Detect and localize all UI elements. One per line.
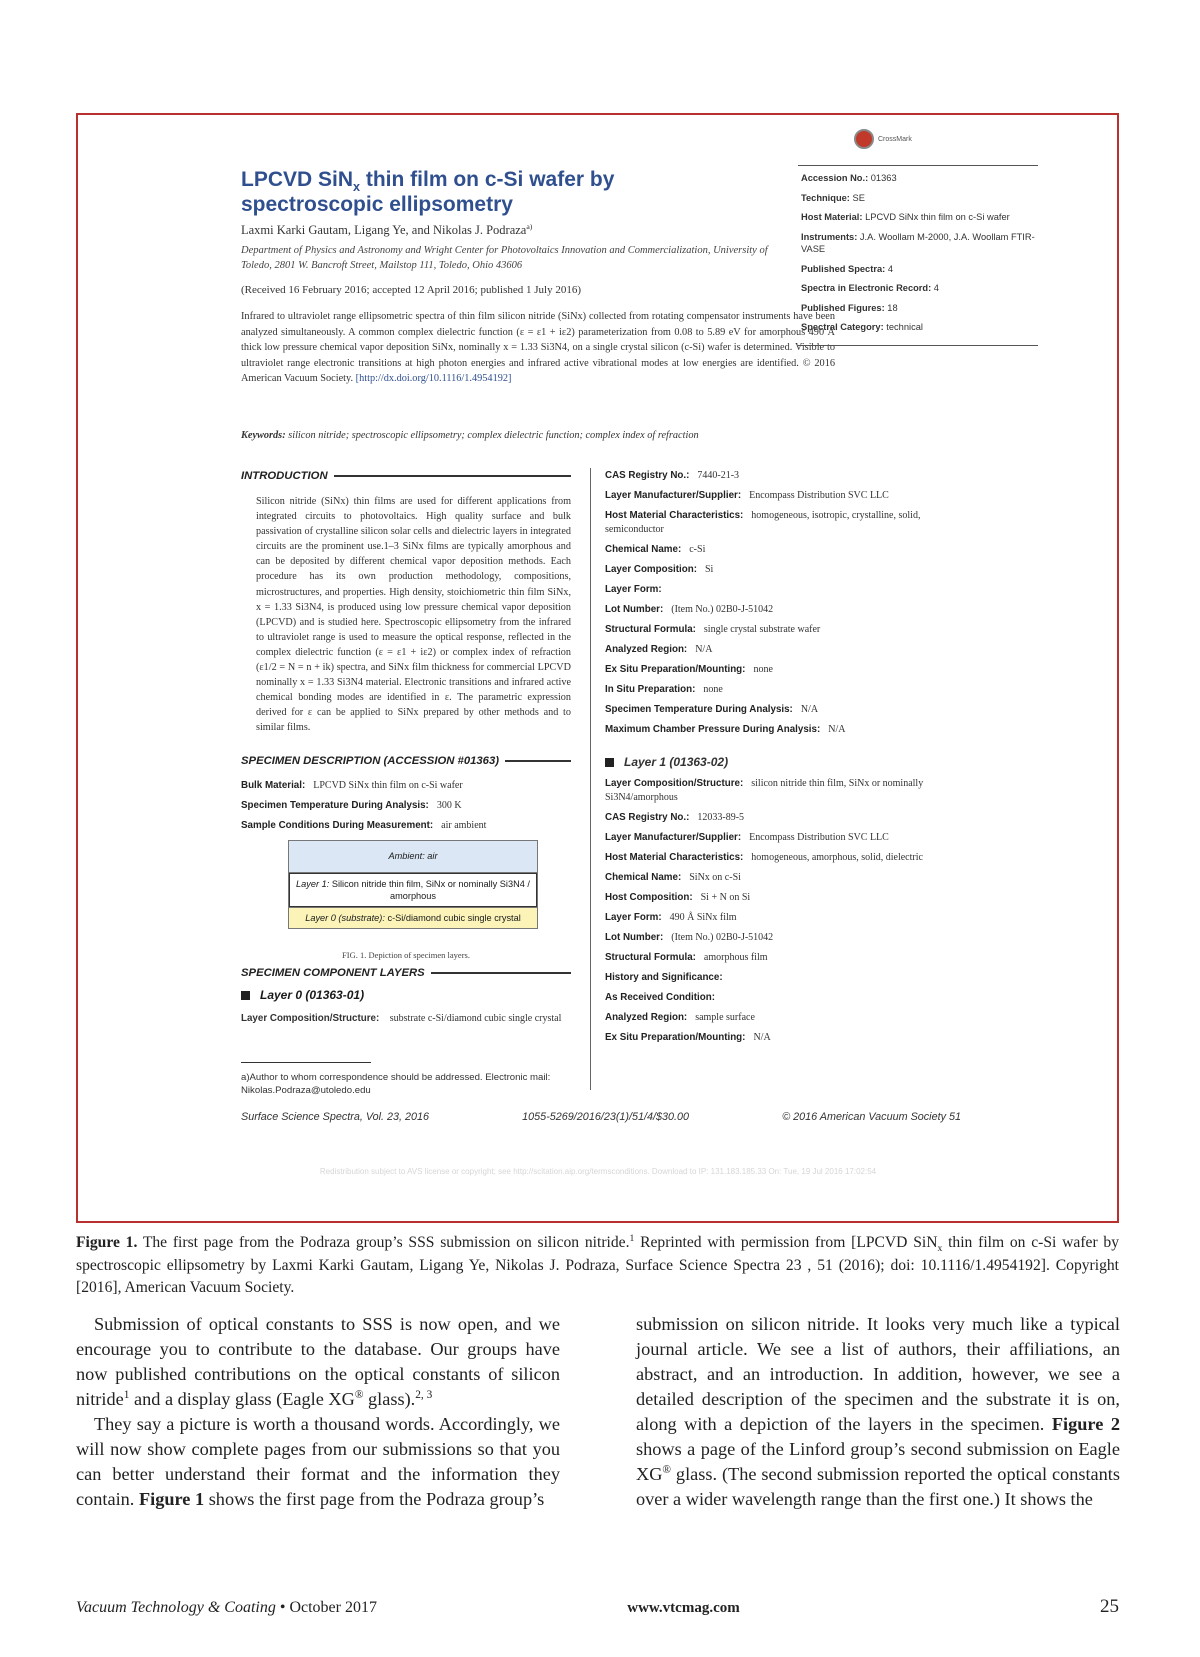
layer-0-heading: Layer 0 (01363-01)	[241, 988, 364, 1002]
footer-publication: Vacuum Technology & Coating • October 2017	[76, 1599, 377, 1616]
metadata-row: Spectra in Electronic Record: 4	[801, 283, 939, 293]
detail-row: Ex Situ Preparation/Mounting: N/A	[605, 1032, 771, 1043]
specimen-details-column	[605, 469, 945, 1051]
body-paragraph: They say a picture is worth a thousand words. Accordingly, we will now show complete pages from our submissions so that you can better understand their format and the information they contain. Figure 1 shows the first page from the Podraza group’s	[76, 1414, 560, 1509]
detail-row: Structural Formula: amorphous film	[605, 952, 768, 963]
page-number: 25	[1100, 1596, 1119, 1617]
article-authors: Laxmi Karki Gautam, Ligang Ye, and Nikolas J. Podraza$^{a)}$	[241, 221, 533, 237]
correspondence-footnote: a)Author to whom correspondence should be addressed. Electronic mail: Nikolas.Podraza@utoledo.edu	[241, 1072, 551, 1096]
detail-row: Chemical Name: c-Si	[605, 544, 706, 555]
detail-row: Maximum Chamber Pressure During Analysis: N/A	[605, 724, 846, 735]
detail-row: Specimen Temperature During Analysis: N/A	[605, 704, 819, 715]
layer-1-box: Layer 1: Silicon nitride thin film, SiNx or nominally Si3N4 / amorphous	[289, 873, 537, 907]
doi-link[interactable]: [http://dx.doi.org/10.1116/1.4954192]	[355, 373, 512, 385]
figure-1-caption: Figure 1. The first page from the Podraza group’s SSS submission on silicon nitride.$^1$ Reprinted with permission from [LPCVD SiN$_x$ thin film on c-Si wafer by spectroscopic ellipsometry by Laxmi Karki Gautam, Ligang Ye, Nikolas J. Podraza, Surface Science Spectra 23 , 51 (2016); doi: 10.1116/1.4954192]. Copyright [2016], American Vacuum Society.	[76, 1232, 1119, 1296]
article-received-dates: (Received 16 February 2016; accepted 12 April 2016; published 1 July 2016)	[241, 284, 582, 296]
detail-row: Analyzed Region: N/A	[605, 644, 713, 655]
crossmark-icon	[854, 129, 874, 149]
spec-row: Specimen Temperature During Analysis: 300 K	[241, 800, 462, 811]
detail-row: Layer Form: 490 Å SiNx film	[605, 912, 737, 923]
metadata-row: Instruments: J.A. Woollam M-2000, J.A. Woollam FTIR-VASE	[801, 231, 1035, 254]
spec-row: Bulk Material: LPCVD SiNx thin film on c-Si wafer	[241, 780, 463, 791]
detail-row: Analyzed Region: sample surface	[605, 1012, 755, 1023]
diagram-caption: FIG. 1. Depiction of specimen layers.	[342, 950, 470, 960]
square-bullet-icon	[241, 991, 250, 1000]
detail-row: CAS Registry No.: 7440-21-3	[605, 470, 740, 481]
metadata-row: Accession No.: 01363	[801, 173, 897, 183]
specimen-description-heading: SPECIMEN DESCRIPTION (ACCESSION #01363)	[241, 755, 571, 767]
detail-row: Chemical Name: SiNx on c-Si	[605, 872, 741, 883]
article-title: LPCVD SiN$_x$ thin film on c-Si wafer by spectroscopic ellipsometry	[241, 168, 615, 216]
article-metadata-sidebar	[798, 165, 1038, 346]
detail-row: CAS Registry No.: 12033-89-5	[605, 812, 745, 823]
detail-row: Layer Composition: Si	[605, 564, 714, 575]
detail-row: Layer Manufacturer/Supplier: Encompass Distribution SVC LLC	[605, 490, 889, 501]
body-column-right	[636, 1312, 1120, 1512]
body-column-left	[76, 1312, 560, 1512]
crossmark-badge[interactable]: CrossMark	[854, 129, 912, 149]
metadata-row: Host Material: LPCVD SiNx thin film on c-Si wafer	[801, 212, 1010, 222]
detail-row: History and Significance:	[605, 972, 723, 983]
column-divider	[590, 468, 591, 1090]
body-paragraph: Submission of optical constants to SSS is now open, and we encourage you to contribute to the database. Our groups have now published contributions on the optical constants of silicon nitride$^1$ and a display glass (Eagle XG® glass).$^{2, 3}$	[76, 1314, 560, 1409]
introduction-text: Silicon nitride (SiNx) thin films are used for different applications from integrated circuits to photovoltaics. High quality surface and bulk passivation of crystalline silicon solar cells and dielectric layers in integrated circuits are the prominent use.1–3 SiNx films are typically amorphous and can be deposited by different chemical vapor deposition methods. Each procedure has its own production methodology, compositions, microstructures, and properties. High density, stoichiometric thin film SiNx, x = 1.33 Si3N4, is produced using low pressure chemical vapor deposition (LPCVD) and is studied here. Spectroscopic ellipsometry from the infrared to ultraviolet range is used to measure the optical response, reflected in the complex dielectric function (ε = ε1 + iε2) or complex index of refraction (ε1/2 = N = n + ik) spectra, and SiNx film thickness for commercial LPCVD nominally x = 1.33 Si3N4 material. Electronic transitions and infrared active chemical bonding modes are identified in ε. The parametric expression derived for ε can be applied to SiNx prepared by other methods and to similar films.	[256, 496, 571, 734]
footnote-divider	[241, 1062, 371, 1063]
page-footer	[76, 1596, 1119, 1618]
detail-row: Layer Form:	[605, 584, 662, 595]
ambient-layer: Ambient: air	[289, 841, 537, 873]
layer-0-composition: Layer Composition/Structure: substrate c-Si/diamond cubic single crystal	[241, 1013, 562, 1024]
detail-row: In Situ Preparation: none	[605, 684, 723, 695]
detail-row: Structural Formula: single crystal substrate wafer	[605, 624, 821, 635]
specimen-description-rows	[241, 779, 571, 839]
detail-row: Layer Composition/Structure: silicon nitride thin film, SiNx or nominally Si3N4/amorphous	[605, 778, 924, 803]
detail-row: As Received Condition:	[605, 992, 715, 1003]
layer-1-heading: Layer 1 (01363-02)	[605, 755, 945, 769]
detail-row: Host Composition: Si + N on Si	[605, 892, 751, 903]
metadata-row: Published Figures: 18	[801, 302, 898, 313]
detail-row: Layer Manufacturer/Supplier: Encompass Distribution SVC LLC	[605, 832, 889, 843]
body-paragraph: submission on silicon nitride. It looks very much like a typical journal article. We see a list of authors, their affiliations, an abstract, and an introduction. In addition, however, we see a detailed description of the specimen and the substrate it is on, along with a depiction of the layers in the specimen. Figure 2 shows a page of the Linford group’s second submission on Eagle XG® glass. (The second submission reported the optical constants over a wider wavelength range than the first one.) It shows the	[636, 1314, 1120, 1509]
metadata-row: Technique: SE	[801, 192, 865, 203]
specimen-layer-diagram	[288, 840, 538, 929]
detail-row: Host Material Characteristics: homogeneous, isotropic, crystalline, solid, semiconductor	[605, 510, 921, 535]
detail-row: Ex Situ Preparation/Mounting: none	[605, 664, 773, 675]
article-keywords: Keywords: silicon nitride; spectroscopic ellipsometry; complex dielectric function; complex index of refraction	[241, 430, 699, 441]
figure-1-image	[76, 113, 1119, 1223]
layer-0-box: Layer 0 (substrate): c-Si/diamond cubic single crystal	[289, 907, 537, 928]
square-bullet-icon	[605, 758, 614, 767]
article-abstract: Infrared to ultraviolet range ellipsometric spectra of thin film silicon nitride (SiNx) collected from rotating compensator instruments have been analyzed simultaneously. A common complex dielectric function (ε = ε1 + iε2) parameterization from 0.08 to 5.89 eV for amorphous 490 Å thick low pressure chemical vapor deposition SiNx, nominally x = 1.33 Si3N4, on a single crystal silicon (c-Si) wafer is determined. Visible to ultraviolet range electronic transitions at high photon energies and infrared active vibrational modes at low energies are identified. © 2016 American Vacuum Society. [http://dx.doi.org/10.1116/1.4954192]	[241, 311, 835, 385]
detail-row: Lot Number: (Item No.) 02B0-J-51042	[605, 932, 774, 943]
spec-row: Sample Conditions During Measurement: air ambient	[241, 820, 487, 831]
footer-url[interactable]: www.vtcmag.com	[627, 1600, 740, 1616]
component-layers-heading: SPECIMEN COMPONENT LAYERS	[241, 967, 571, 979]
journal-footer: Surface Science Spectra, Vol. 23, 2016 1055-5269/2016/23(1)/51/4/$30.00 © 2016 American Vacuum Society 51	[241, 1111, 961, 1123]
metadata-row: Spectral Category: technical	[801, 322, 923, 332]
detail-row: Lot Number: (Item No.) 02B0-J-51042	[605, 604, 774, 615]
metadata-row: Published Spectra: 4	[801, 263, 893, 274]
detail-row: Host Material Characteristics: homogeneous, amorphous, solid, dielectric	[605, 852, 923, 863]
article-affiliation: Department of Physics and Astronomy and Wright Center for Photovoltaics Innovation and Commercialization, University of Toledo, 2801 W. Bancroft Street, Mailstop 111, Toledo, Ohio 43606	[241, 245, 768, 271]
redistribution-notice: Redistribution subject to AVS license or copyright; see http://scitation.aip.org/termsconditions. Download to IP: 131.183.185.33 On: Tue, 19 Jul 2016 17:02:54	[319, 1167, 877, 1176]
introduction-heading: INTRODUCTION	[241, 470, 571, 482]
